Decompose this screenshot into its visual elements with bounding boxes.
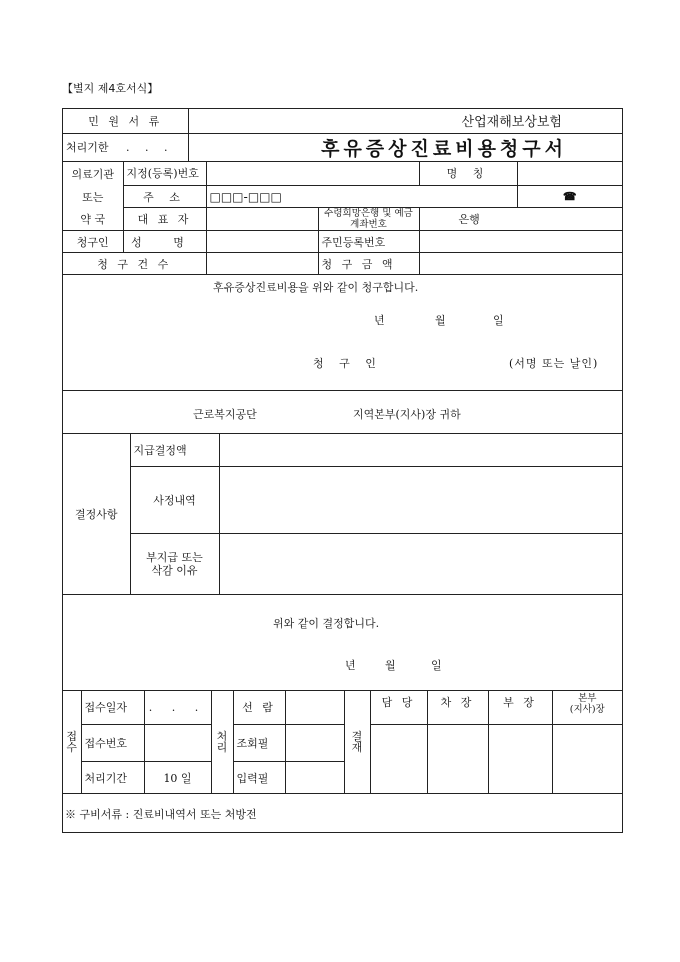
receipt-no-label: 접수번호: [81, 725, 144, 762]
input-label: 입력필: [233, 762, 285, 794]
decision-month: 월: [385, 658, 396, 672]
period-value: 10 일: [144, 762, 211, 794]
bank-suffix: 은행: [458, 213, 480, 226]
approval-group-label: [344, 691, 370, 794]
claimant-name-field[interactable]: [206, 231, 318, 253]
decision-statement-block: [63, 595, 623, 691]
deputy-sign-field[interactable]: [427, 725, 488, 794]
receipt-date-label: 접수일자: [81, 691, 144, 725]
approval-group-label-2: 재: [351, 740, 363, 754]
claim-count-label: 청 구 건 수: [63, 253, 206, 275]
rep-label: 대 표 자: [123, 208, 206, 231]
address-field[interactable]: [206, 186, 517, 208]
deputy-label: 차 장: [427, 691, 488, 725]
name-field[interactable]: [517, 162, 623, 186]
review-field[interactable]: [219, 466, 623, 533]
bank-label: 수령희망은행 및 예금계좌번호: [318, 208, 419, 231]
reg-no-field[interactable]: [206, 162, 419, 186]
head-label: [552, 691, 623, 725]
officer-sign-field[interactable]: [370, 725, 427, 794]
rep-field[interactable]: [206, 208, 318, 231]
statement-claimant-label: 청 구 인: [313, 357, 382, 370]
statement-month: 월: [435, 314, 446, 327]
institution-group-label-2: 또는: [63, 186, 123, 208]
address-label: 주 소: [123, 186, 206, 208]
process-group-label-1: 처: [216, 729, 228, 743]
receipt-date-value[interactable]: . . .: [144, 691, 211, 725]
reject-label: [130, 533, 219, 594]
claim-amount-field[interactable]: [419, 253, 623, 275]
manager-sign-field[interactable]: [488, 725, 552, 794]
decision-amount-field[interactable]: [219, 434, 623, 466]
sign-note: (서명 또는 날인): [509, 357, 599, 370]
input-field[interactable]: [285, 762, 344, 794]
decision-day: 일: [431, 658, 442, 672]
decision-amount-label: 지급결정액: [130, 434, 219, 466]
reject-field[interactable]: [219, 533, 623, 594]
bank-field[interactable]: [419, 208, 623, 231]
addressee-branch: 지역본부(지사)장 귀하: [353, 408, 461, 421]
officer-label: 담 당: [370, 691, 427, 725]
claimant-id-field[interactable]: [419, 231, 623, 253]
decision-text: 위와 같이 결정합니다.: [273, 616, 380, 630]
statement-text: 후유증상진료비용을 위와 같이 청구합니다.: [213, 281, 419, 294]
deadline-cell: [63, 133, 188, 161]
reject-label-1: 부지급 또는: [146, 550, 203, 564]
form-header: [63, 109, 623, 162]
org-name: 산업재해보상보험: [188, 109, 623, 133]
footer-note: ※ 구비서류 : 진료비내역서 또는 처방전: [65, 808, 257, 821]
institution-group-label: 의료기관: [63, 162, 123, 186]
reject-label-2: 삭감 이유: [151, 563, 198, 577]
receipt-group-label-1: 접: [66, 729, 78, 743]
review-label: 사정내역: [130, 466, 219, 533]
statement-year: 년: [374, 314, 385, 327]
receipt-no-field[interactable]: [144, 725, 211, 762]
check-label: 조회필: [233, 725, 285, 762]
period-label: 처리기간: [81, 762, 144, 794]
head-label-2: (지사)장: [569, 703, 605, 715]
approval-group-label-1: 결: [351, 729, 363, 743]
view-label: 선 람: [233, 691, 285, 725]
receipt-table: [63, 691, 623, 795]
reg-no-label: 지정(등록)번호: [123, 162, 206, 186]
name-label: 명 칭: [419, 162, 517, 186]
claim-count-field[interactable]: [206, 253, 318, 275]
decision-table: [63, 434, 623, 595]
process-group-label: [211, 691, 233, 794]
view-field[interactable]: [285, 691, 344, 725]
postal-code: □□□-□□□: [209, 189, 282, 204]
statement-block: [63, 275, 623, 391]
phone-icon: ☎: [562, 190, 577, 203]
head-sign-field[interactable]: [552, 725, 623, 794]
addressee-block: [63, 391, 623, 434]
addressee-org: 근로복지공단: [193, 408, 257, 421]
claim-form: [62, 108, 623, 833]
decision-group-label: 결정사항: [63, 434, 130, 594]
receipt-group-label: [63, 691, 81, 794]
deadline-label: 처리기한: [66, 141, 109, 154]
institution-group-label-3: 약 국: [63, 208, 123, 231]
civil-docs-label: 민 원 서 류: [63, 109, 188, 133]
phone-field[interactable]: [517, 186, 623, 208]
form-label: 【별지 제4호서식】: [62, 82, 159, 95]
institution-table: [63, 162, 623, 276]
statement-day: 일: [493, 314, 504, 327]
check-field[interactable]: [285, 725, 344, 762]
receipt-group-label-2: 수: [66, 740, 78, 754]
claimant-id-label: 주민등록번호: [318, 231, 419, 253]
decision-year: 년: [345, 658, 356, 672]
head-label-1: 본부: [578, 692, 597, 704]
footer-block: [63, 794, 623, 833]
claim-amount-label: 청 구 금 액: [318, 253, 419, 275]
claimant-group-label: 청구인: [63, 231, 123, 253]
process-group-label-2: 리: [216, 740, 228, 754]
manager-label: 부 장: [488, 691, 552, 725]
claimant-name-label: 성 명: [123, 231, 206, 253]
form-title: 후유증상진료비용청구서: [188, 133, 623, 161]
deadline-value: . . .: [126, 141, 174, 154]
